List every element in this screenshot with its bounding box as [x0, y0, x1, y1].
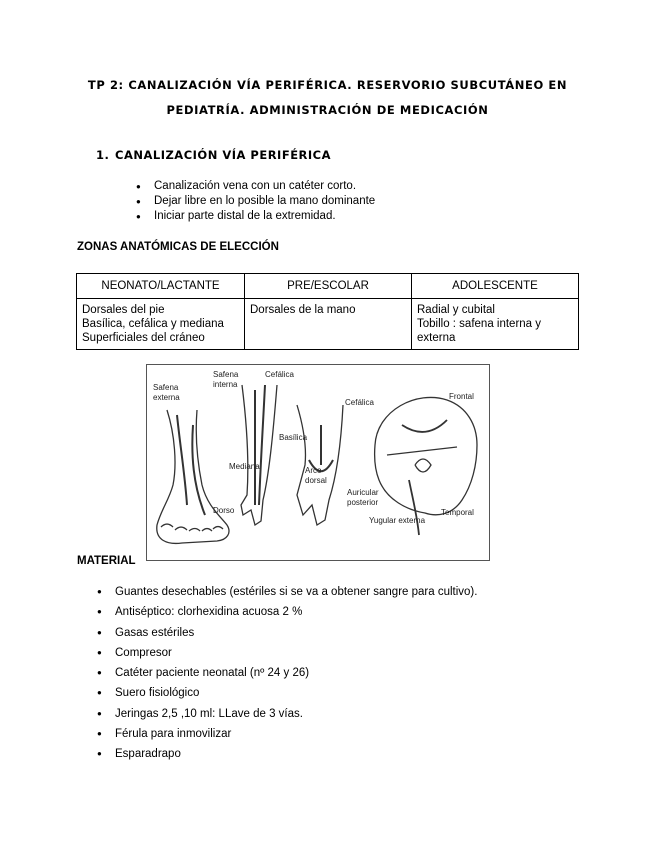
table-header-adolescente: ADOLESCENTE: [412, 274, 579, 299]
section-1-number: 1.: [96, 148, 110, 162]
cell-line: Dorsales de la mano: [250, 304, 356, 316]
foot-drawing: [157, 410, 229, 543]
label-arco-2: dorsal: [305, 476, 327, 485]
table-cell-neonato: [77, 299, 245, 350]
list-item: ● Esparadrapo: [97, 744, 477, 764]
label-cefalica-top: Cefálica: [265, 370, 294, 379]
table-header-row: [77, 274, 579, 299]
list-item: ● Iniciar parte distal de la extremidad.: [136, 209, 375, 224]
table-header-preescolar: PRE/ESCOLAR: [245, 274, 412, 299]
label-frontal: Frontal: [449, 392, 474, 401]
list-item: ● Canalización vena con un catéter corto.: [136, 179, 375, 194]
list-item: ● Dejar libre en lo posible la mano dominante: [136, 194, 375, 209]
list-item: ● Jeringas 2,5 ,10 ml: LLave de 3 vías.: [97, 704, 477, 724]
list-item: ● Antiséptico: clorhexidina acuosa 2 %: [97, 602, 477, 622]
table-header-neonato: NEONATO/LACTANTE: [77, 274, 245, 299]
table-cell-preescolar: [245, 299, 412, 350]
label-basilica: Basílica: [279, 433, 308, 442]
label-dorso: Dorso: [213, 506, 235, 515]
material-list: [97, 582, 477, 765]
table-cell-adolescente: [412, 299, 579, 350]
section-1-bullets: [136, 179, 375, 224]
label-arco-1: Arco: [305, 466, 322, 475]
doc-title-line2: PEDIATRÍA. ADMINISTRACIÓN DE MEDICACIÓN: [166, 103, 489, 117]
cell-line: Radial y cubital: [417, 304, 495, 316]
label-auricular-2: posterior: [347, 498, 379, 507]
label-mediana: Mediana: [229, 462, 260, 471]
zones-heading: ZONAS ANATÓMICAS DE ELECCIÓN: [77, 241, 279, 253]
doc-title-line1: TP 2: CANALIZACIÓN VÍA PERIFÉRICA. RESERVORIO SUBCUTÁNEO EN: [87, 78, 568, 92]
arm-hand-drawing: [241, 385, 343, 525]
label-cefalica-right: Cefálica: [345, 398, 374, 407]
label-safena-interna-1: Safena: [213, 370, 239, 379]
label-yugular-externa: Yugular externa: [369, 516, 426, 525]
label-safena-externa-1: Safena: [153, 383, 179, 392]
anatomy-figure: [146, 364, 490, 561]
label-auricular-1: Auricular: [347, 488, 379, 497]
list-item: ● Gasas estériles: [97, 623, 477, 643]
section-1-heading: CANALIZACIÓN VÍA PERIFÉRICA: [115, 148, 332, 162]
zones-table: [76, 273, 579, 350]
list-item: ● Catéter paciente neonatal (nº 24 y 26): [97, 663, 477, 683]
list-item: ● Férula para inmovilizar: [97, 724, 477, 744]
list-item: ● Guantes desechables (estériles si se va a obtener sangre para cultivo).: [97, 582, 477, 602]
material-heading: MATERIAL: [77, 555, 136, 567]
cell-line: Superficiales del cráneo: [82, 332, 205, 344]
cell-line: Tobillo : safena interna y: [417, 318, 542, 330]
cell-line: Dorsales del pie: [82, 304, 165, 316]
list-item: ● Compresor: [97, 643, 477, 663]
cell-line: externa: [417, 332, 456, 344]
list-item: ● Suero fisiológico: [97, 683, 477, 703]
anatomy-illustration: [147, 365, 489, 560]
cell-line: Basílica, cefálica y mediana: [82, 318, 224, 330]
label-safena-externa-2: externa: [153, 393, 180, 402]
label-temporal: Temporal: [441, 508, 474, 517]
table-row: [77, 299, 579, 350]
label-safena-interna-2: interna: [213, 380, 238, 389]
